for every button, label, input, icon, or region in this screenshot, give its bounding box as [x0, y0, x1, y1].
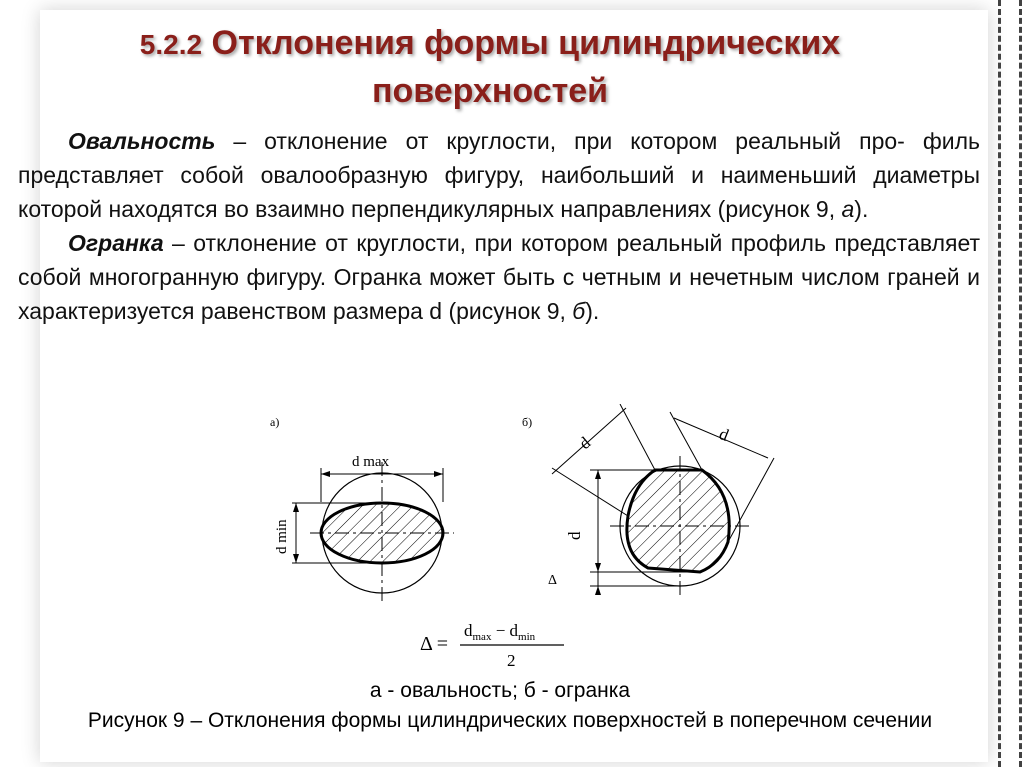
- formula-dmin-sub: min: [518, 631, 536, 643]
- d-slant-dim-left: [552, 408, 626, 474]
- dmin-label: d min: [274, 519, 290, 554]
- d-slant-ext-c: [670, 412, 702, 470]
- faceted-profile: [627, 470, 729, 572]
- formula-numerator: [464, 621, 536, 643]
- paragraph-ovality: [18, 124, 980, 226]
- figure-sub-caption: а - овальность; б - огранка: [369, 679, 631, 702]
- dmin-arrow-top: [293, 503, 299, 512]
- paragraph-faceting-tail: ).: [585, 298, 600, 324]
- formula-dmin-d: d: [509, 621, 519, 640]
- figure-drawing: [260, 404, 800, 676]
- body-text: [18, 124, 980, 328]
- slide-title: [60, 20, 920, 114]
- dmin-arrow-bottom: [293, 554, 299, 563]
- term-ovality: Овальность: [68, 128, 216, 154]
- paragraph-ovality-text: – отклонение от круглости, при котором реальный про- филь представляет собой овалообразную фигуру, наибольший и наименьший диаметры которой находятся во взаимно перпендикулярных направлениях (рисунок 9,: [18, 128, 980, 222]
- title-number: 5.2.2: [139, 29, 203, 60]
- delta-label: Δ: [548, 573, 558, 588]
- formula-lhs: Δ =: [420, 633, 449, 655]
- d-vertical-label: d: [565, 531, 584, 540]
- d-slant-ext-b: [620, 404, 655, 470]
- term-faceting: Огранка: [68, 230, 164, 256]
- decorative-dashed-border: [998, 0, 1022, 767]
- label-b: б): [522, 415, 533, 429]
- d-arrow-bottom: [595, 563, 601, 572]
- d-arrow-top: [595, 470, 601, 479]
- d-slant-label-right: d: [716, 424, 732, 445]
- formula-dmax-sub: max: [472, 631, 492, 643]
- formula: [420, 621, 564, 670]
- label-a: а): [270, 415, 280, 429]
- formula-minus: −: [491, 621, 510, 640]
- paragraph-faceting-text: – отклонение от круглости, при котором реальный профиль представляет собой многогранную фигуру. Огранка может быть с четным и нечетным числом граней и характеризуется равенством размера d (рисунок 9,: [18, 230, 980, 324]
- paragraph-ovality-ref: а: [841, 196, 855, 222]
- dmax-arrow-left: [321, 471, 330, 477]
- d-slant-label-left: d: [575, 433, 595, 454]
- paragraph-ovality-tail: ).: [854, 196, 869, 222]
- figure-caption: Рисунок 9 – Отклонения формы цилиндрических поверхностей в поперечном сечении: [87, 709, 933, 732]
- figure-9: [260, 404, 800, 676]
- title-text: Отклонения формы цилиндрических поверхностей: [211, 24, 841, 110]
- formula-denominator: 2: [507, 651, 516, 670]
- d-slant-ext-d: [728, 458, 774, 542]
- d-slant-ext-a: [552, 468, 628, 516]
- delta-arrow: [595, 586, 601, 595]
- dmax-label: d max: [352, 454, 390, 470]
- dmax-arrow-right: [434, 471, 443, 477]
- formula-dmax-d: d: [464, 621, 473, 640]
- paragraph-faceting: [18, 226, 980, 328]
- paragraph-faceting-ref: б: [572, 298, 586, 324]
